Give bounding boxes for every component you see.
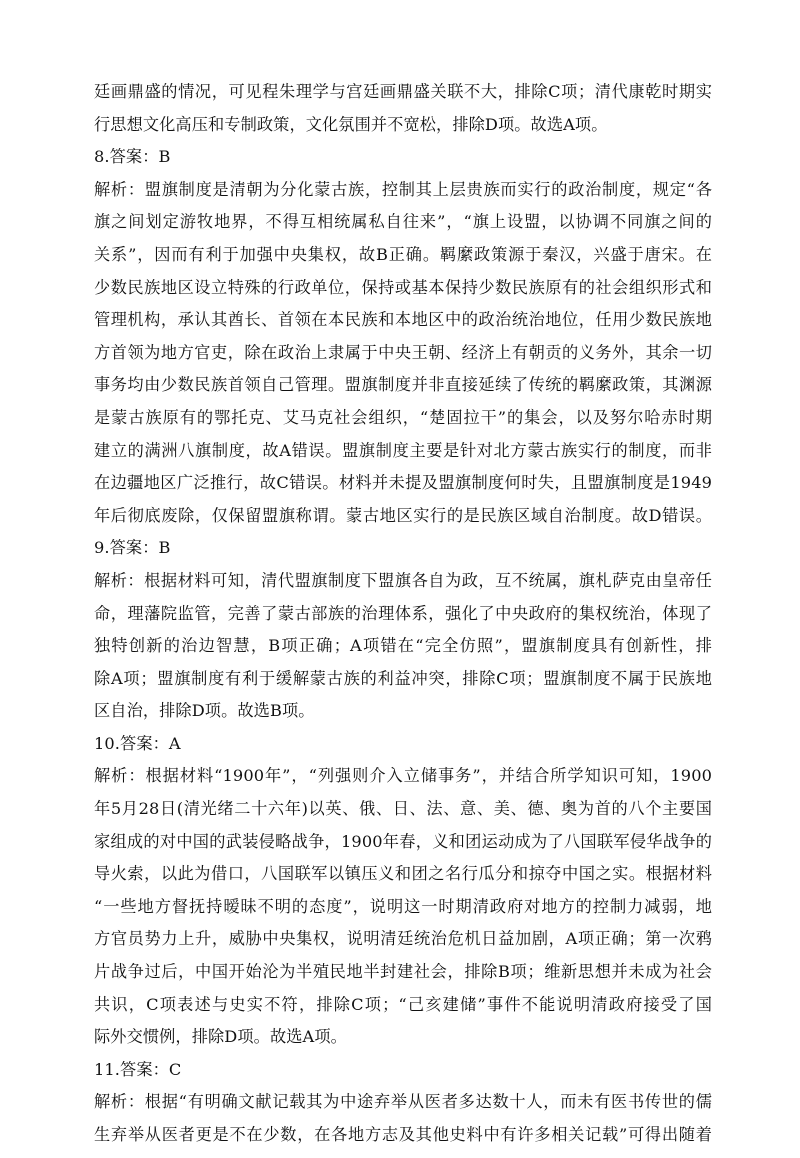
text-line: 共识，C项表述与史实不符，排除C项；“己亥建储”事件不能说明清政府接受了国 [94, 994, 712, 1014]
text-line: 方官员势力上升，威胁中央集权，说明清廷统治危机日益加剧，A项正确；第一次鸦 [94, 929, 712, 949]
text-line: 旗之间划定游牧地界，不得互相统属私自往来”，“旗上设盟，以协调不同旗之间的 [94, 212, 712, 232]
text-line: 是蒙古族原有的鄂托克、艾马克社会组织，“楚固拉干”的集会，以及努尔哈赤时期 [94, 407, 712, 427]
answer-heading: 11.答案：C [94, 1059, 182, 1079]
text-line: 片战争过后，中国开始沦为半殖民地半封建社会，排除B项；维新思想并未成为社会 [94, 962, 712, 982]
text-line: 独特创新的治边智慧，B项正确；A项错在“完全仿照”，盟旗制度具有创新性，排 [94, 636, 712, 656]
text-line: 在边疆地区广泛推行，故C错误。材料并未提及盟旗制度何时失，且盟旗制度是1949 [94, 473, 712, 493]
text-line: 解析：盟旗制度是清朝为分化蒙古族，控制其上层贵族而实行的政治制度，规定“各 [94, 179, 712, 199]
answer-heading: 9.答案：B [94, 538, 171, 558]
text-line: 家组成的对中国的武装侵略战争，1900年春，义和团运动成为了八国联军侵华战争的 [94, 831, 712, 851]
document-page [94, 82, 712, 1158]
text-line: 建立的满洲八旗制度，故A错误。盟旗制度主要是针对北方蒙古族实行的制度，而非 [94, 440, 712, 460]
text-line: 少数民族地区设立特殊的行政单位，保持或基本保持少数民族原有的社会组织形式和 [94, 277, 712, 297]
text-line: 方首领为地方官吏，除在政治上隶属于中央王朝、经济上有朝贡的义务外，其余一切 [94, 342, 712, 362]
text-line: 年后彻底废除，仅保留盟旗称谓。蒙古地区实行的是民族区域自治制度。故D错误。 [94, 505, 712, 525]
text-line: 际外交惯例，排除D项。故选A项。 [94, 1027, 347, 1047]
text-line: 事务均由少数民族首领自己管理。盟旗制度并非直接延续了传统的羁縻政策，其渊源 [94, 375, 712, 395]
answer-heading: 8.答案：B [94, 147, 171, 167]
text-line: 除A项；盟旗制度有利于缓解蒙古族的利益冲突，排除C项；盟旗制度不属于民族地 [94, 668, 712, 688]
text-line: 命，理藩院监管，完善了蒙古部族的治理体系，强化了中央政府的集权统治，体现了 [94, 603, 712, 623]
text-line: 解析：根据材料可知，清代盟旗制度下盟旗各自为政，互不统属，旗札萨克由皇帝任 [94, 570, 712, 590]
text-line: 行思想文化高压和专制政策，文化氛围并不宽松，排除D项。故选A项。 [94, 114, 608, 134]
text-line: 区自治，排除D项。故选B项。 [94, 701, 315, 721]
text-line: 导火索，以此为借口，八国联军以镇压义和团之名行瓜分和掠夺中国之实。根据材料 [94, 864, 712, 884]
text-line: 解析：根据材料“1900年”，“列强则介入立储事务”，并结合所学知识可知，1900 [94, 766, 712, 786]
text-line: 年5月28日(清光绪二十六年)以英、俄、日、法、意、美、德、奥为首的八个主要国 [94, 799, 712, 819]
text-line: 管理机构，承认其酋长、首领在本民族和本地区中的政治统治地位，任用少数民族地 [94, 310, 712, 330]
text-line: 关系”，因而有利于加强中央集权，故B正确。羁縻政策源于秦汉，兴盛于唐宋。在 [94, 244, 712, 264]
text-line: “一些地方督抚持暧昧不明的态度”，说明这一时期清政府对地方的控制力减弱，地 [94, 896, 712, 916]
answer-heading: 10.答案：A [94, 733, 181, 753]
text-line: 生弃举从医者更是不在少数，在各地方志及其他史料中有许多相关记载”可得出随着 [94, 1125, 712, 1144]
text-line: 廷画鼎盛的情况，可见程朱理学与宫廷画鼎盛关联不大，排除C项；清代康乾时期实 [94, 82, 712, 101]
text-line: 解析：根据“有明确文献记载其为中途弃举从医者多达数十人，而未有医书传世的儒 [94, 1092, 712, 1112]
